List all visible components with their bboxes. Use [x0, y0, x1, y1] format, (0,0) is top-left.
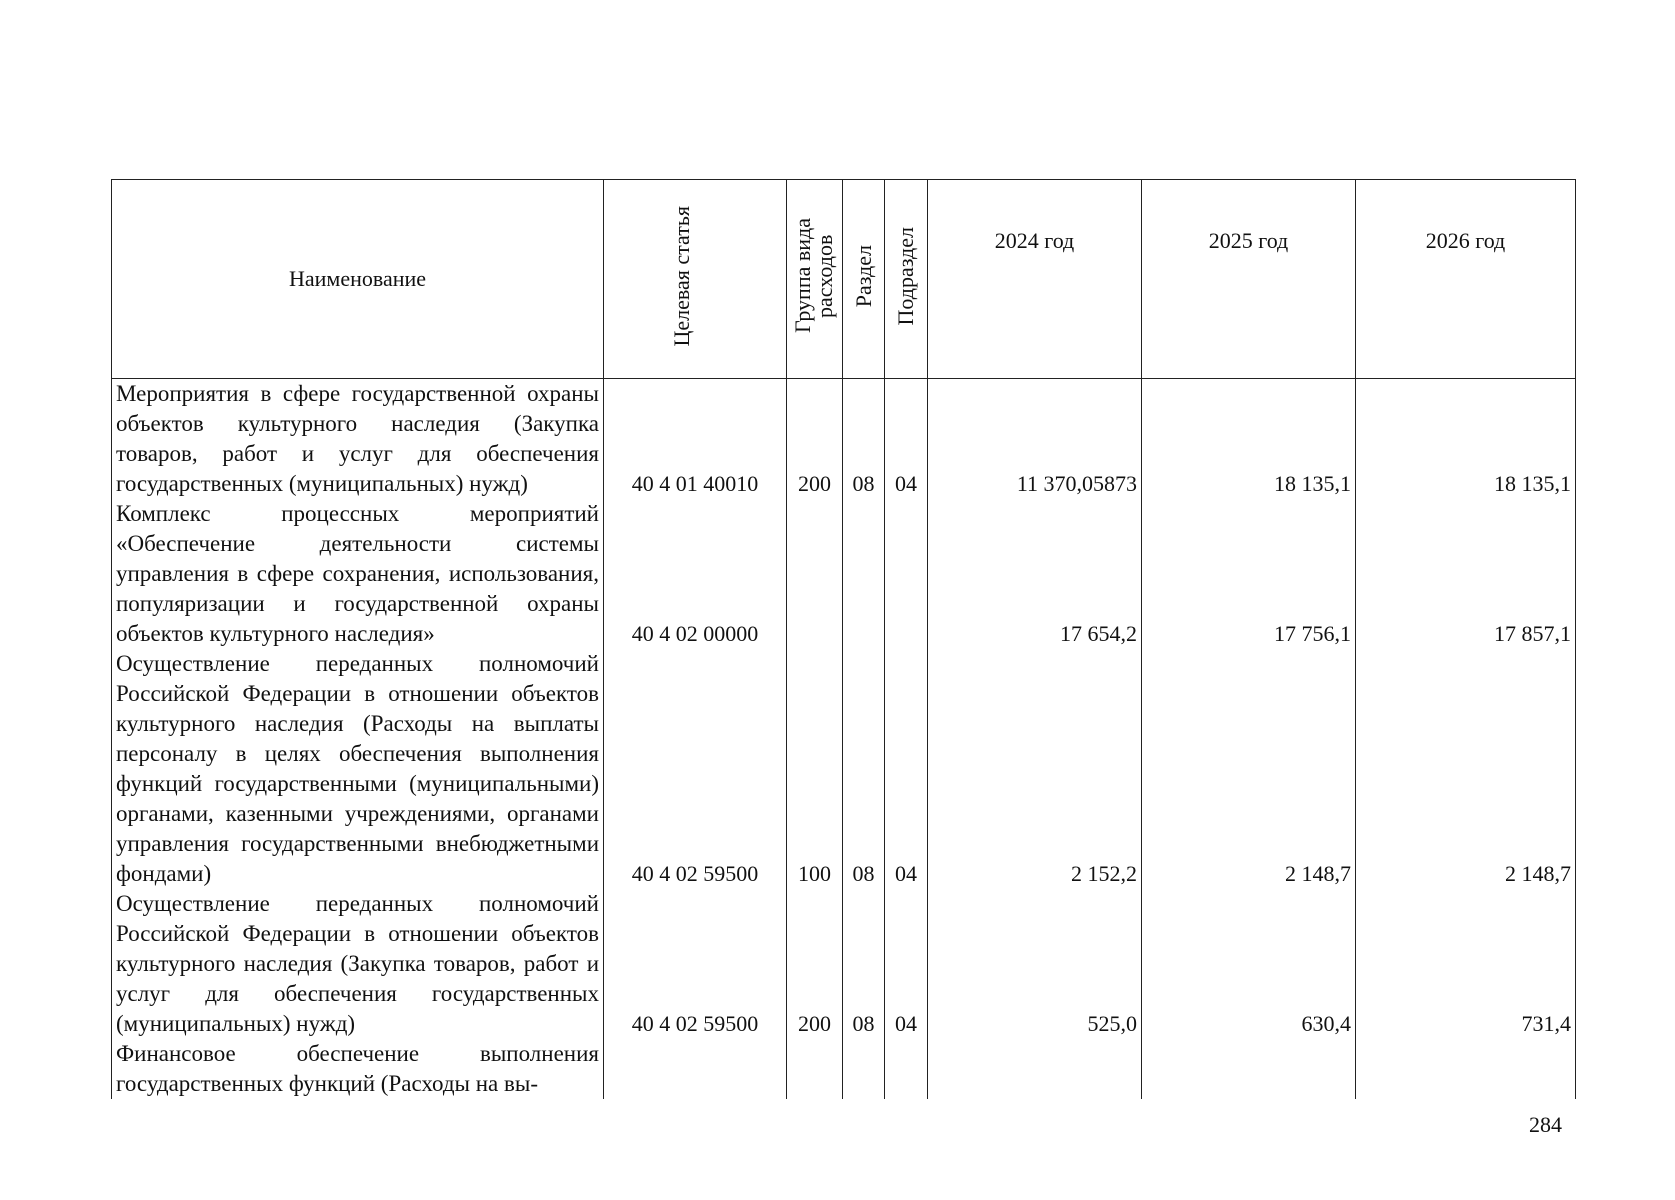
row-2026: 17 857,1	[1356, 499, 1576, 649]
row-subsection	[885, 499, 928, 649]
row-2025: 18 135,1	[1142, 379, 1356, 500]
row-subsection: 04	[885, 379, 928, 500]
row-2025: 17 756,1	[1142, 499, 1356, 649]
row-name: Осуществление переданных полномочий Российской Федерации в отношении объектов культурного наследия (Расходы на выплаты персоналу в целях обеспечения выполнения функций государственными (муниципальными) органами, казенными учреждениями, органами управления государственными внебюджетными фондами)	[112, 649, 604, 889]
table-row	[112, 889, 1576, 1039]
table-header-row	[112, 180, 1576, 379]
row-2024: 525,0	[928, 889, 1142, 1039]
row-subsection	[885, 1039, 928, 1099]
row-section: 08	[843, 649, 885, 889]
table-row	[112, 499, 1576, 649]
row-group: 200	[787, 889, 843, 1039]
row-group	[787, 1039, 843, 1099]
row-code: 40 4 02 00000	[604, 499, 787, 649]
row-2024: 17 654,2	[928, 499, 1142, 649]
row-subsection: 04	[885, 889, 928, 1039]
row-group	[787, 499, 843, 649]
header-name: Наименование	[112, 180, 604, 379]
row-code: 40 4 01 40010	[604, 379, 787, 500]
table-row	[112, 649, 1576, 889]
row-2026: 731,4	[1356, 889, 1576, 1039]
row-section	[843, 499, 885, 649]
row-name: Мероприятия в сфере государственной охраны объектов культурного наследия (Закупка товаров, работ и услуг для обеспечения государственных (муниципальных) нужд)	[112, 379, 604, 500]
header-expense-group: Группа вида расходов	[787, 180, 843, 379]
header-2024: 2024 год	[928, 180, 1142, 379]
row-2026: 2 148,7	[1356, 649, 1576, 889]
table-row	[112, 379, 1576, 500]
row-section: 08	[843, 379, 885, 500]
header-2026: 2026 год	[1356, 180, 1576, 379]
row-group: 200	[787, 379, 843, 500]
header-2025: 2025 год	[1142, 180, 1356, 379]
page-number: 284	[1529, 1112, 1562, 1137]
row-2024	[928, 1039, 1142, 1099]
row-2025: 2 148,7	[1142, 649, 1356, 889]
row-2026: 18 135,1	[1356, 379, 1576, 500]
header-target-article: Целевая статья	[604, 180, 787, 379]
table-row	[112, 1039, 1576, 1099]
row-name: Финансовое обеспечение выполнения государственных функций (Расходы на вы-	[112, 1039, 604, 1099]
row-code: 40 4 02 59500	[604, 889, 787, 1039]
row-code: 40 4 02 59500	[604, 649, 787, 889]
row-2024: 2 152,2	[928, 649, 1142, 889]
row-2024: 11 370,05873	[928, 379, 1142, 500]
row-2026	[1356, 1039, 1576, 1099]
row-name: Комплекс процессных мероприятий «Обеспечение деятельности системы управления в сфере сохранения, использования, популяризации и государственной охраны объектов культурного наследия»	[112, 499, 604, 649]
row-section	[843, 1039, 885, 1099]
row-2025: 630,4	[1142, 889, 1356, 1039]
header-section: Раздел	[843, 180, 885, 379]
row-subsection: 04	[885, 649, 928, 889]
budget-table	[111, 179, 1576, 1099]
row-section: 08	[843, 889, 885, 1039]
row-code	[604, 1039, 787, 1099]
row-name: Осуществление переданных полномочий Российской Федерации в отношении объектов культурного наследия (Закупка товаров, работ и услуг для обеспечения государственных (муниципальных) нужд)	[112, 889, 604, 1039]
header-subsection: Подраздел	[885, 180, 928, 379]
row-group: 100	[787, 649, 843, 889]
row-2025	[1142, 1039, 1356, 1099]
